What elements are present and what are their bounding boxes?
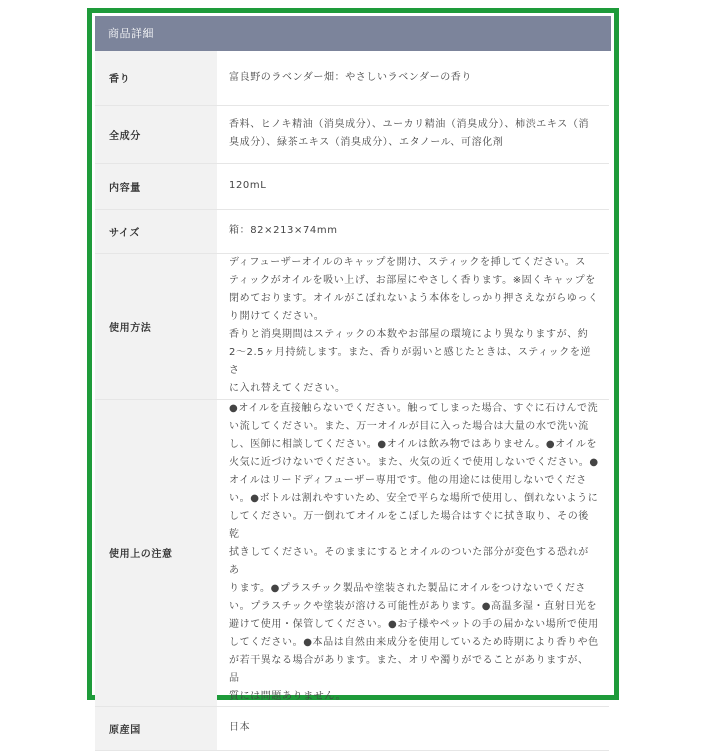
row-label-precautions: 使用上の注意 [95, 399, 217, 706]
table-row [95, 209, 609, 253]
row-label-fragrance: 香り [95, 51, 217, 105]
spec-table [95, 51, 609, 751]
table-row [95, 706, 609, 750]
row-label-ingredients: 全成分 [95, 105, 217, 163]
row-label-volume: 内容量 [95, 163, 217, 209]
row-label-usage: 使用方法 [95, 253, 217, 399]
row-value-size: 箱：82×213×74mm [217, 209, 609, 253]
table-row [95, 163, 609, 209]
row-label-size: サイズ [95, 209, 217, 253]
section-title: 商品詳細 [95, 16, 611, 51]
table-row [95, 399, 609, 706]
product-details-panel [87, 8, 619, 736]
row-value-fragrance: 富良野のラベンダー畑：やさしいラベンダーの香り [217, 51, 609, 105]
row-value-ingredients: 香料、ヒノキ精油（消臭成分）、ユーカリ精油（消臭成分）、柿渋エキス（消 臭成分）、緑茶エキス（消臭成分）、エタノール、可溶化剤 [217, 105, 609, 163]
table-row [95, 51, 609, 105]
row-value-usage: ディフューザーオイルのキャップを開け、スティックを挿してください。ス ティックがオイルを吸い上げ、お部屋にやさしく香ります。※固くキャップを 閉めております。オイルがこぼれないよう本体をしっかり押さえながらゆっく り開けてください。 香りと消臭期間はスティックの本数やお部屋の環境により異なりますが、約 2〜2.5ヶ月持続します。また、香りが弱いと感じたときは、スティックを逆さ に入れ替えてください。 [217, 253, 609, 399]
row-value-precautions: ●オイルを直接触らないでください。触ってしまった場合、すぐに石けんで洗 い流してください。また、万一オイルが目に入った場合は大量の水で洗い流 し、医師に相談してください。●オイルは飲み物ではありません。●オイルを 火気に近づけないでください。また、火気の近くで使用しないでください。● オイルはリードディフューザー専用です。他の用途には使用しないでくださ い。●ボトルは割れやすいため、安全で平らな場所で使用し、倒れないように してください。万一倒れてオイルをこぼした場合はすぐに拭き取り、その後乾 拭きしてください。そのままにするとオイルのついた部分が変色する恐れがあ ります。●プラスチック製品や塗装された製品にオイルをつけないでくださ い。プラスチックや塗装が溶ける可能性があります。●高温多湿・直射日光を 避けて使用・保管してください。●お子様やペットの手の届かない場所で使用 してください。●本品は自然由来成分を使用しているため時期により香りや色 が若干異なる場合があります。また、オリや濁りがでることがありますが、品 質には問題ありません。 [217, 399, 609, 706]
table-row [95, 253, 609, 399]
row-label-origin: 原産国 [95, 706, 217, 750]
table-row [95, 105, 609, 163]
row-value-origin: 日本 [217, 706, 609, 750]
row-value-volume: 120mL [217, 163, 609, 209]
